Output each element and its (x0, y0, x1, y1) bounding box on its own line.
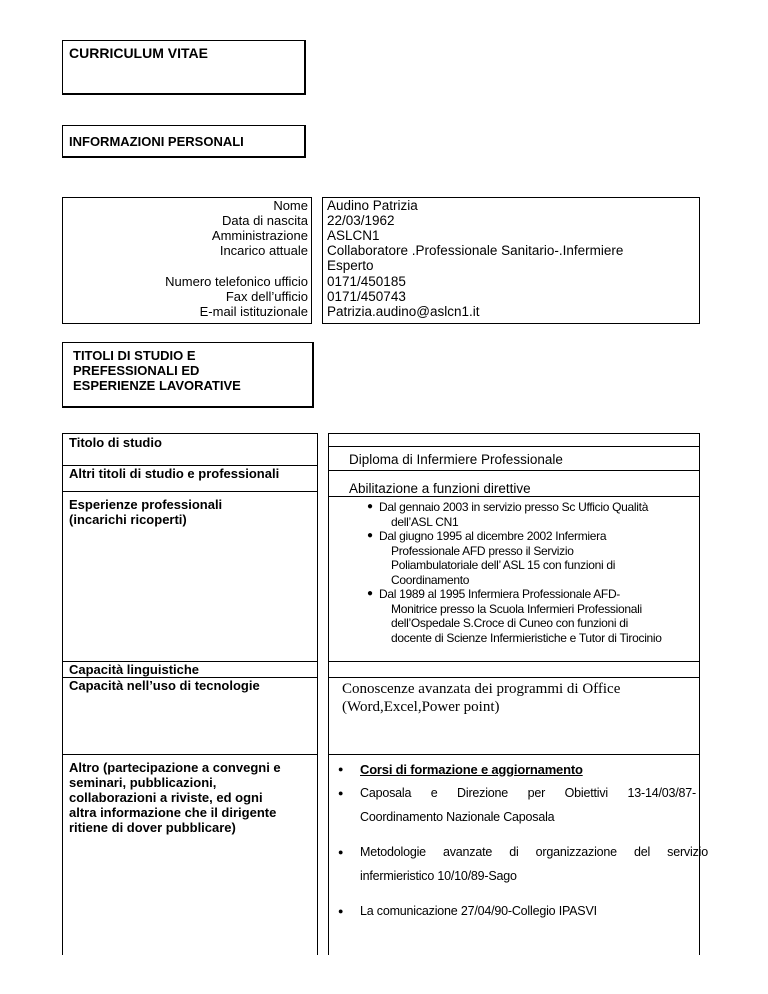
titles-section-box (62, 342, 314, 408)
bullet-icon: ● (338, 764, 344, 774)
bullet-icon: ● (367, 501, 373, 512)
label-nascita: Data di nascita (222, 213, 308, 228)
qualifications-left-column (62, 433, 318, 955)
value-email: Patrizia.audino@aslcn1.it (327, 304, 480, 319)
altro-label-line1: Altro (partecipazione a convegni e (69, 760, 281, 775)
value-fax: 0171/450743 (327, 289, 406, 304)
corso2-line1: Metodologie avanzate di organizzazione del servizio (360, 845, 708, 859)
cv-title-box (62, 40, 306, 95)
label-nome: Nome (273, 198, 308, 213)
linguistiche-label: Capacità linguistiche (69, 662, 200, 677)
experience-item: ● Dal giugno 1995 al dicembre 2002 Infermiera Professionale AFD presso il Servizio Poliambulatoriale dell’ ASL 15 con funzioni di Coordinamento (367, 529, 616, 587)
altri-label: Altri titoli di studio e professionali (69, 466, 280, 481)
esperienze-label-line1: Esperienze professionali (69, 497, 223, 512)
esperienze-label-line2: (incarichi ricoperti) (69, 512, 187, 527)
personal-section-box (62, 125, 306, 158)
bullet-icon: ● (338, 847, 344, 857)
tecnologie-label: Capacità nell’uso di tecnologie (69, 678, 260, 693)
corso-item (336, 786, 696, 824)
label-telefono: Numero telefonico ufficio (165, 274, 308, 289)
bullet-icon: ● (367, 530, 373, 541)
corso-item (336, 845, 708, 883)
value-nome: Audino Patrizia (327, 198, 418, 213)
titles-section-line3: ESPERIENZE LAVORATIVE (73, 378, 241, 393)
row-divider (329, 754, 699, 755)
row-divider (63, 754, 317, 755)
row-divider (63, 491, 317, 492)
altro-label-line3: collaborazioni a riviste, ed ogni (69, 790, 263, 805)
altri-value: Abilitazione a funzioni direttive (349, 481, 531, 496)
cv-title: CURRICULUM VITAE (69, 45, 208, 61)
bullet-icon: ● (338, 906, 344, 916)
value-nascita: 22/03/1962 (327, 213, 395, 228)
altro-label-line4: altra informazione che il dirigente (69, 805, 277, 820)
experience-item: ● Dal gennaio 2003 in servizio presso Sc Ufficio Qualità dell’ASL CN1 (367, 500, 649, 529)
corso3-text: La comunicazione 27/04/90-Collegio IPASVI (360, 904, 597, 918)
value-telefono: 0171/450185 (327, 274, 406, 289)
label-fax: Fax dell’ufficio (225, 289, 308, 304)
row-divider (329, 677, 699, 678)
row-divider (329, 470, 699, 471)
label-incarico: Incarico attuale (219, 243, 308, 258)
row-divider (329, 496, 699, 497)
altro-label-line2: seminari, pubblicazioni, (69, 775, 217, 790)
personal-section-title: INFORMAZIONI PERSONALI (69, 134, 244, 149)
value-amministrazione: ASLCN1 (327, 228, 380, 243)
altro-label-line5: ritiene di dover pubblicare) (69, 820, 236, 835)
titles-section-line1: TITOLI DI STUDIO E (73, 348, 196, 363)
bullet-icon: ● (338, 788, 344, 798)
experience-list (351, 500, 701, 645)
corso1-line1: Caposala e Direzione per Obiettivi 13-14/03/87- (360, 786, 696, 800)
label-email: E-mail istituzionale (199, 304, 308, 319)
row-divider (329, 661, 699, 662)
personal-labels-box (62, 197, 312, 324)
personal-values-box (322, 197, 700, 324)
corsi-title: Corsi di formazione e aggiornamento (360, 762, 583, 777)
corso1-line2: Coordinamento Nazionale Caposala (360, 810, 555, 824)
corso-item (336, 904, 597, 918)
row-divider (329, 446, 699, 447)
corsi-title-item (336, 762, 583, 777)
value-incarico-line2: Esperto (327, 258, 374, 273)
titolo-value: Diploma di Infermiere Professionale (349, 452, 563, 467)
experience-item: ● Dal 1989 al 1995 Infermiera Professionale AFD- Monitrice presso la Scuola Infermieri Professionali dell’Ospedale S.Croce di Cuneo con funzioni di docente di Scienze Infermieristiche e Tutor di Tirocinio (367, 587, 662, 645)
titles-section-line2: PREFESSIONALI ED (73, 363, 200, 378)
tecnologie-value-line1: Conoscenze avanzata dei programmi di Office (342, 681, 621, 697)
label-amministrazione: Amministrazione (211, 228, 308, 243)
bullet-icon: ● (367, 588, 373, 599)
corso2-line2: infermieristico 10/10/89-Sago (360, 869, 517, 883)
tecnologie-value-line2: (Word,Excel,Power point) (342, 699, 500, 715)
value-incarico-line1: Collaboratore .Professionale Sanitario-.Infermiere (327, 243, 624, 258)
titolo-label: Titolo di studio (69, 435, 162, 450)
